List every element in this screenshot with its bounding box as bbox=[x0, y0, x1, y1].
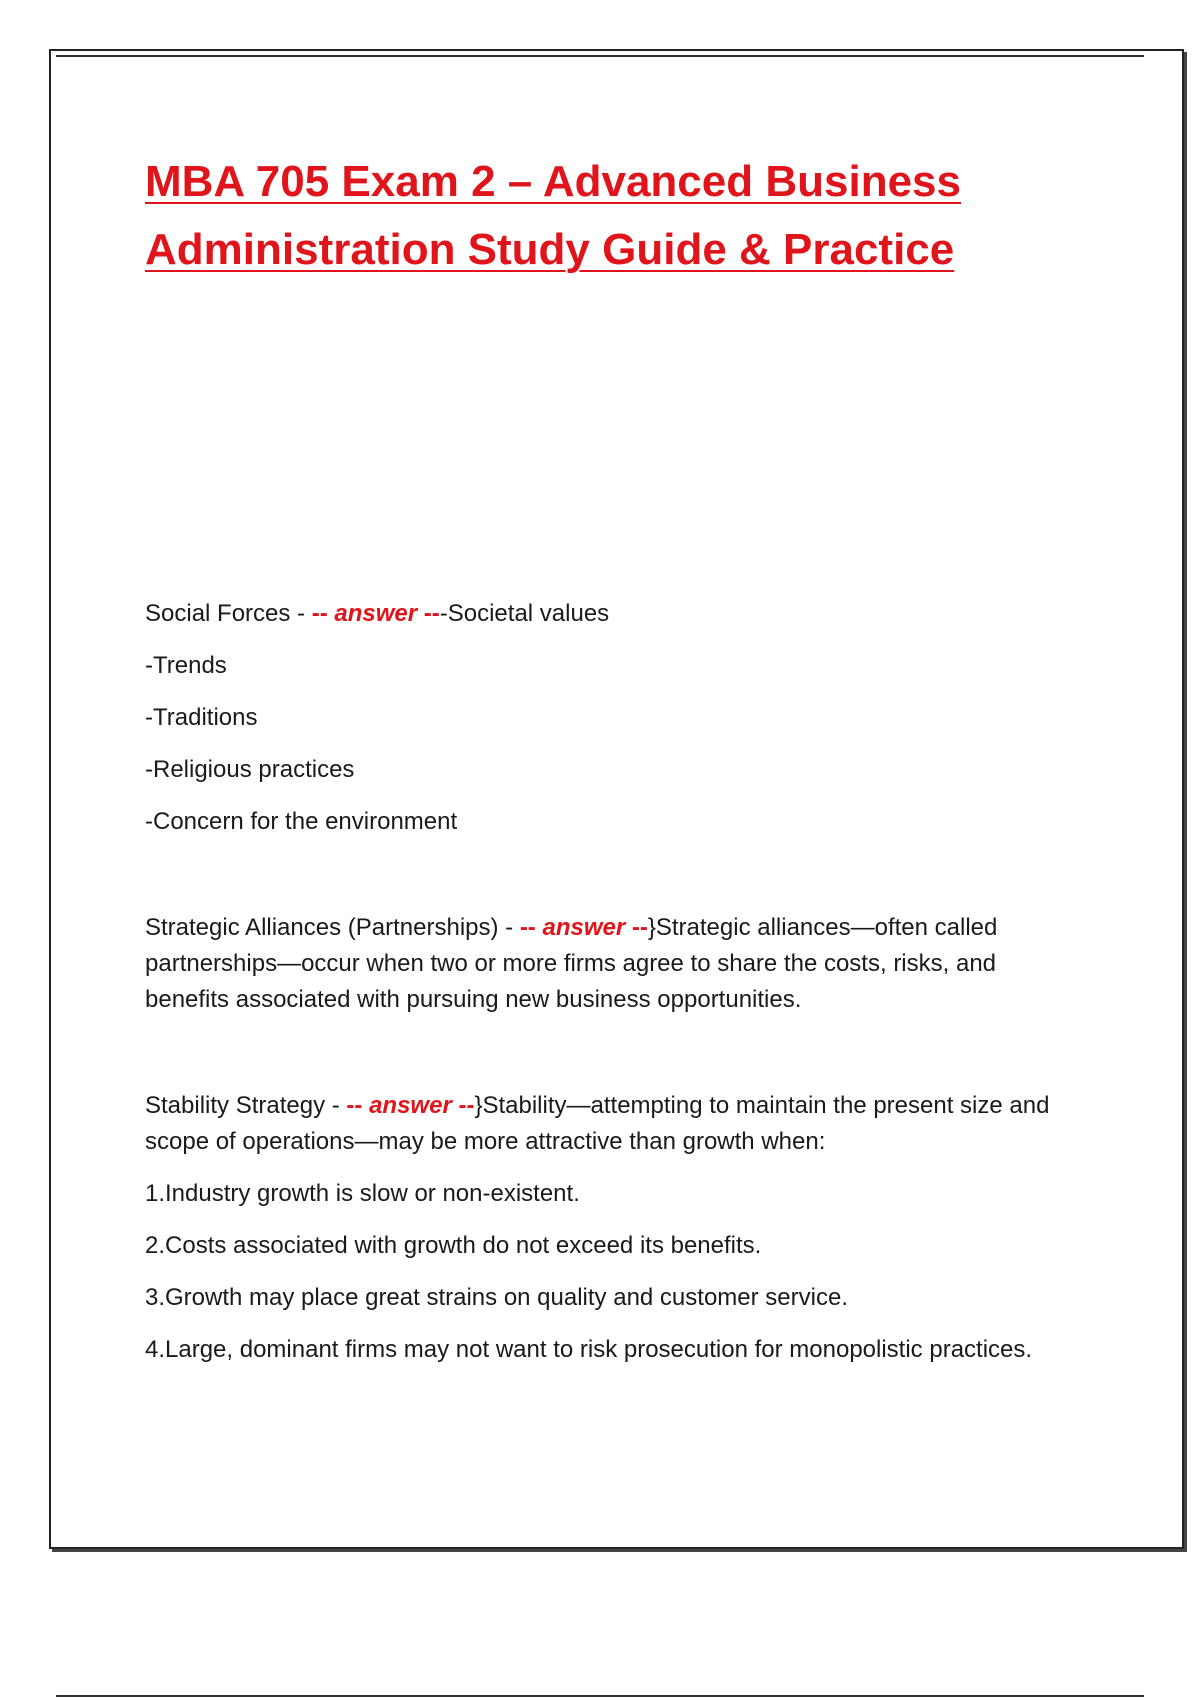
answer-marker: -- answer -- bbox=[311, 600, 440, 627]
list-item: -Traditions bbox=[145, 704, 258, 731]
entry-term: Strategic Alliances (Partnerships) - bbox=[145, 914, 520, 941]
page-frame-shadow bbox=[1184, 52, 1187, 1552]
entry-definition: -Societal values bbox=[439, 600, 610, 627]
page-frame-shadow bbox=[52, 1549, 1187, 1552]
answer-marker: -- answer -- bbox=[346, 1092, 475, 1119]
qa-entry-stability-strategy bbox=[145, 1088, 1085, 1368]
entry-definition: }Strategic alliances—often called partnerships—occur when two or more firms agree to share the costs, risks, and benefits associated with pursuing new business opportunities. bbox=[145, 914, 998, 1013]
list-item: -Religious practices bbox=[145, 756, 355, 783]
entry-question-line bbox=[145, 596, 1085, 632]
list-item: -Concern for the environment bbox=[145, 808, 458, 835]
entry-question-line bbox=[145, 1088, 1085, 1160]
document-body bbox=[145, 596, 1085, 1368]
list-item: 1.Industry growth is slow or non-existent. bbox=[145, 1180, 580, 1207]
bottom-rule bbox=[56, 1695, 1144, 1697]
answer-marker: -- answer -- bbox=[519, 914, 648, 941]
entry-term: Stability Strategy - bbox=[145, 1092, 347, 1119]
entry-definition: }Stability—attempting to maintain the present size and scope of operations—may be more attractive than growth when: bbox=[145, 1092, 1050, 1155]
entry-term: Social Forces - bbox=[145, 600, 312, 627]
document-title: MBA 705 Exam 2 – Advanced Business Administration Study Guide & Practice bbox=[145, 157, 961, 274]
list-item: 2.Costs associated with growth do not exceed its benefits. bbox=[145, 1232, 762, 1259]
entry-question-line bbox=[145, 910, 1085, 1018]
list-item: 4.Large, dominant firms may not want to risk prosecution for monopolistic practices. bbox=[145, 1336, 1033, 1363]
qa-entry-strategic-alliances bbox=[145, 910, 1085, 1018]
list-item: 3.Growth may place great strains on quality and customer service. bbox=[145, 1284, 848, 1311]
qa-entry-social-forces bbox=[145, 596, 1085, 840]
list-item: -Trends bbox=[145, 652, 227, 679]
